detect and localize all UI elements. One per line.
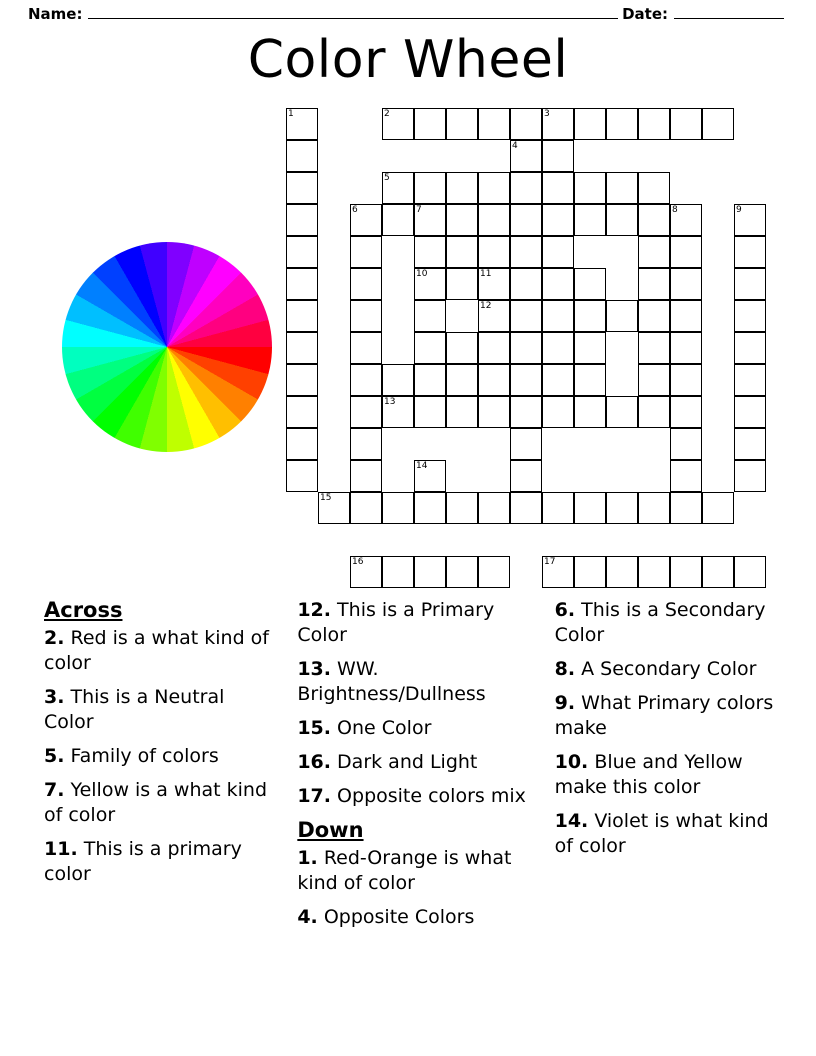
grid-cell[interactable]: [382, 204, 414, 236]
grid-cell[interactable]: [414, 396, 446, 428]
grid-cell[interactable]: [574, 204, 606, 236]
grid-cell-number: 13: [384, 397, 396, 407]
grid-cell[interactable]: [542, 492, 574, 524]
clue-text: What Primary colors make: [554, 692, 774, 739]
grid-cell[interactable]: [734, 236, 766, 268]
clue-across-3: [44, 685, 273, 735]
grid-cell[interactable]: [446, 556, 478, 588]
grid-cell[interactable]: [670, 460, 702, 492]
grid-cell[interactable]: [350, 236, 382, 268]
grid-cell[interactable]: [350, 556, 382, 588]
grid-cell[interactable]: [286, 460, 318, 492]
clue-number: 2.: [44, 627, 65, 649]
grid-cell[interactable]: [606, 108, 638, 140]
grid-cell[interactable]: [702, 108, 734, 140]
grid-cell[interactable]: [286, 428, 318, 460]
grid-cell[interactable]: [670, 332, 702, 364]
grid-cell[interactable]: [638, 268, 670, 300]
grid-cell[interactable]: [574, 172, 606, 204]
clue-down-6: [555, 598, 780, 648]
grid-cell[interactable]: [478, 268, 510, 300]
grid-cell[interactable]: [350, 204, 382, 236]
grid-cell[interactable]: [638, 396, 670, 428]
grid-cell[interactable]: [670, 236, 702, 268]
grid-cell-number: 5: [384, 173, 390, 183]
grid-cell[interactable]: [574, 556, 606, 588]
clue-number: 8.: [554, 658, 576, 680]
clue-text: Red is a what kind of color: [44, 627, 269, 674]
grid-cell[interactable]: [478, 332, 510, 364]
worksheet-header: [28, 4, 788, 23]
grid-cell[interactable]: [638, 332, 670, 364]
clue-text: Yellow is a what kind of color: [44, 779, 268, 826]
grid-cell[interactable]: [670, 428, 702, 460]
grid-cell[interactable]: [638, 492, 670, 524]
clue-across-5: [44, 744, 273, 769]
grid-cell[interactable]: [318, 492, 350, 524]
clue-across-17: [297, 784, 530, 809]
clue-down-10: [555, 750, 780, 800]
grid-cell[interactable]: [734, 364, 766, 396]
grid-cell[interactable]: [478, 364, 510, 396]
grid-cell[interactable]: [478, 300, 510, 332]
grid-cell[interactable]: [414, 236, 446, 268]
grid-cell-number: 3: [544, 109, 550, 119]
grid-cell[interactable]: [446, 492, 478, 524]
grid-cell[interactable]: [734, 460, 766, 492]
grid-cell-number: 7: [416, 205, 422, 215]
clue-text: Opposite colors mix: [337, 785, 526, 807]
grid-cell[interactable]: [510, 236, 542, 268]
grid-cell[interactable]: [414, 556, 446, 588]
grid-cell[interactable]: [510, 396, 542, 428]
grid-cell[interactable]: [734, 396, 766, 428]
grid-cell[interactable]: [446, 332, 478, 364]
grid-cell-number: 4: [512, 141, 518, 151]
grid-cell[interactable]: [510, 172, 542, 204]
grid-cell[interactable]: [574, 268, 606, 300]
grid-cell[interactable]: [478, 556, 510, 588]
grid-cell[interactable]: [286, 108, 318, 140]
grid-cell[interactable]: [606, 396, 638, 428]
grid-cell[interactable]: [286, 300, 318, 332]
grid-cell[interactable]: [734, 556, 766, 588]
grid-cell[interactable]: [478, 204, 510, 236]
grid-cell[interactable]: [638, 300, 670, 332]
grid-cell[interactable]: [702, 492, 734, 524]
clue-number: 16.: [297, 751, 331, 773]
grid-cell[interactable]: [478, 172, 510, 204]
grid-cell[interactable]: [478, 396, 510, 428]
clue-across-13: [297, 657, 530, 707]
grid-cell[interactable]: [510, 460, 542, 492]
clue-number: 11.: [44, 838, 78, 860]
page-title: Color Wheel: [247, 30, 569, 90]
grid-cell[interactable]: [542, 300, 574, 332]
grid-cell-number: 15: [320, 493, 332, 503]
clue-across-2: [44, 626, 273, 676]
clue-down-1: [297, 846, 530, 896]
grid-cell[interactable]: [350, 300, 382, 332]
grid-cell[interactable]: [286, 268, 318, 300]
clue-number: 1.: [297, 847, 318, 869]
grid-cell[interactable]: [446, 204, 478, 236]
clue-text: This is a primary color: [44, 838, 242, 885]
clue-text: Dark and Light: [337, 751, 478, 773]
grid-cell[interactable]: [542, 396, 574, 428]
grid-cell-number: 14: [416, 461, 428, 471]
clue-text: This is a Neutral Color: [44, 686, 225, 733]
clue-column-1: [44, 598, 273, 939]
grid-cell[interactable]: [478, 492, 510, 524]
grid-cell[interactable]: [638, 236, 670, 268]
grid-cell[interactable]: [510, 204, 542, 236]
grid-cell[interactable]: [510, 108, 542, 140]
grid-cell[interactable]: [382, 108, 414, 140]
clue-text: Family of colors: [70, 745, 219, 767]
grid-cell[interactable]: [670, 492, 702, 524]
clue-down-8: [555, 657, 780, 682]
clue-text: One Color: [337, 717, 432, 739]
grid-cell[interactable]: [478, 108, 510, 140]
grid-cell[interactable]: [446, 172, 478, 204]
date-field[interactable]: [674, 4, 784, 19]
grid-cell[interactable]: [574, 300, 606, 332]
grid-cell[interactable]: [542, 364, 574, 396]
grid-cell[interactable]: [734, 204, 766, 236]
grid-cell[interactable]: [670, 268, 702, 300]
grid-cell[interactable]: [350, 460, 382, 492]
clue-text: WW. Brightness/Dullness: [297, 658, 486, 705]
grid-cell[interactable]: [414, 300, 446, 332]
clue-number: 17.: [297, 785, 331, 807]
grid-cell[interactable]: [382, 172, 414, 204]
grid-cell-number: 17: [544, 557, 556, 567]
grid-cell[interactable]: [510, 332, 542, 364]
grid-cell[interactable]: [286, 204, 318, 236]
grid-cell-number: 2: [384, 109, 390, 119]
clue-number: 13.: [297, 658, 331, 680]
clue-text: Violet is what kind of color: [554, 810, 769, 857]
grid-cell[interactable]: [446, 268, 478, 300]
clue-number: 6.: [554, 599, 576, 621]
clue-number: 10.: [554, 751, 589, 773]
grid-cell[interactable]: [702, 556, 734, 588]
grid-cell[interactable]: [446, 396, 478, 428]
grid-cell-number: 10: [416, 269, 428, 279]
grid-cell[interactable]: [446, 364, 478, 396]
grid-cell-number: 9: [736, 205, 742, 215]
grid-cell[interactable]: [574, 492, 606, 524]
grid-cell[interactable]: [574, 108, 606, 140]
grid-cell[interactable]: [542, 172, 574, 204]
clue-text: Blue and Yellow make this color: [554, 751, 743, 798]
clue-number: 14.: [554, 810, 589, 832]
grid-cell-number: 16: [352, 557, 364, 567]
grid-cell[interactable]: [542, 556, 574, 588]
grid-cell[interactable]: [286, 332, 318, 364]
grid-cell[interactable]: [606, 204, 638, 236]
grid-cell[interactable]: [510, 268, 542, 300]
clue-text: Opposite Colors: [323, 906, 475, 928]
grid-cell-number: 12: [480, 301, 492, 311]
grid-cell[interactable]: [478, 236, 510, 268]
grid-cell[interactable]: [638, 556, 670, 588]
grid-cell[interactable]: [734, 428, 766, 460]
clue-number: 9.: [554, 692, 576, 714]
grid-cell[interactable]: [734, 268, 766, 300]
grid-cell[interactable]: [350, 268, 382, 300]
grid-cell[interactable]: [510, 364, 542, 396]
grid-cell[interactable]: [414, 268, 446, 300]
grid-cell[interactable]: [286, 172, 318, 204]
grid-cell[interactable]: [510, 140, 542, 172]
grid-cell-number: 1: [288, 109, 294, 119]
grid-cell[interactable]: [414, 460, 446, 492]
date-label: Date:: [622, 5, 668, 23]
clue-across-7: [44, 778, 273, 828]
grid-cell[interactable]: [670, 300, 702, 332]
grid-cell[interactable]: [350, 428, 382, 460]
grid-cell[interactable]: [606, 300, 638, 332]
grid-cell[interactable]: [350, 364, 382, 396]
clue-down-4: [297, 905, 530, 930]
clue-text: This is a Primary Color: [297, 599, 495, 646]
grid-cell[interactable]: [638, 364, 670, 396]
grid-cell[interactable]: [350, 396, 382, 428]
clue-across-16: [297, 750, 530, 775]
grid-cell[interactable]: [670, 396, 702, 428]
clue-text: A Secondary Color: [581, 658, 757, 680]
grid-cell[interactable]: [638, 204, 670, 236]
grid-cell[interactable]: [542, 236, 574, 268]
grid-cell-number: 8: [672, 205, 678, 215]
down-heading: Down: [297, 818, 364, 842]
grid-cell[interactable]: [446, 108, 478, 140]
clue-number: 5.: [44, 745, 65, 767]
grid-cell[interactable]: [286, 364, 318, 396]
grid-cell[interactable]: [670, 556, 702, 588]
grid-cell[interactable]: [286, 396, 318, 428]
grid-cell[interactable]: [734, 332, 766, 364]
grid-cell[interactable]: [638, 172, 670, 204]
clue-across-11: [44, 837, 273, 887]
name-field[interactable]: [88, 4, 618, 19]
grid-cell[interactable]: [350, 332, 382, 364]
across-heading: Across: [44, 598, 123, 622]
name-label: Name:: [28, 5, 83, 23]
grid-cell[interactable]: [670, 204, 702, 236]
grid-cell[interactable]: [382, 364, 414, 396]
grid-cell[interactable]: [414, 204, 446, 236]
grid-cell[interactable]: [510, 300, 542, 332]
grid-cell[interactable]: [542, 332, 574, 364]
grid-cell[interactable]: [670, 108, 702, 140]
grid-cell[interactable]: [542, 204, 574, 236]
grid-cell-number: 11: [480, 269, 492, 279]
grid-cell[interactable]: [382, 556, 414, 588]
clue-down-9: [555, 691, 780, 741]
grid-cell[interactable]: [414, 332, 446, 364]
clue-number: 12.: [297, 599, 331, 621]
clue-number: 7.: [44, 779, 65, 801]
grid-cell[interactable]: [286, 236, 318, 268]
grid-cell[interactable]: [670, 364, 702, 396]
grid-cell[interactable]: [350, 492, 382, 524]
grid-cell[interactable]: [286, 140, 318, 172]
grid-cell[interactable]: [414, 108, 446, 140]
grid-cell[interactable]: [638, 108, 670, 140]
clue-across-15: [297, 716, 530, 741]
grid-cell[interactable]: [414, 172, 446, 204]
clue-number: 15.: [297, 717, 331, 739]
clue-number: 3.: [44, 686, 65, 708]
clue-down-14: [555, 809, 780, 859]
grid-cell[interactable]: [414, 364, 446, 396]
grid-cell[interactable]: [414, 492, 446, 524]
grid-cell[interactable]: [574, 364, 606, 396]
clue-text: Red-Orange is what kind of color: [297, 847, 512, 894]
clue-column-3: [555, 598, 780, 939]
clue-area: [44, 598, 780, 939]
grid-cell[interactable]: [542, 140, 574, 172]
grid-cell[interactable]: [510, 492, 542, 524]
clue-text: This is a Secondary Color: [554, 599, 766, 646]
grid-cell[interactable]: [606, 172, 638, 204]
clue-number: 4.: [297, 906, 318, 928]
grid-cell-number: 6: [352, 205, 358, 215]
grid-cell[interactable]: [574, 396, 606, 428]
grid-cell[interactable]: [606, 492, 638, 524]
grid-cell[interactable]: [734, 300, 766, 332]
color-wheel-image: [62, 242, 272, 457]
grid-cell[interactable]: [382, 492, 414, 524]
clue-across-12: [297, 598, 530, 648]
grid-cell[interactable]: [510, 428, 542, 460]
grid-cell[interactable]: [542, 108, 574, 140]
grid-cell[interactable]: [542, 268, 574, 300]
clue-column-2: [297, 598, 530, 939]
color-wheel-graphic: [62, 242, 272, 452]
grid-cell[interactable]: [574, 332, 606, 364]
grid-cell[interactable]: [606, 556, 638, 588]
grid-cell[interactable]: [446, 236, 478, 268]
grid-cell[interactable]: [382, 396, 414, 428]
